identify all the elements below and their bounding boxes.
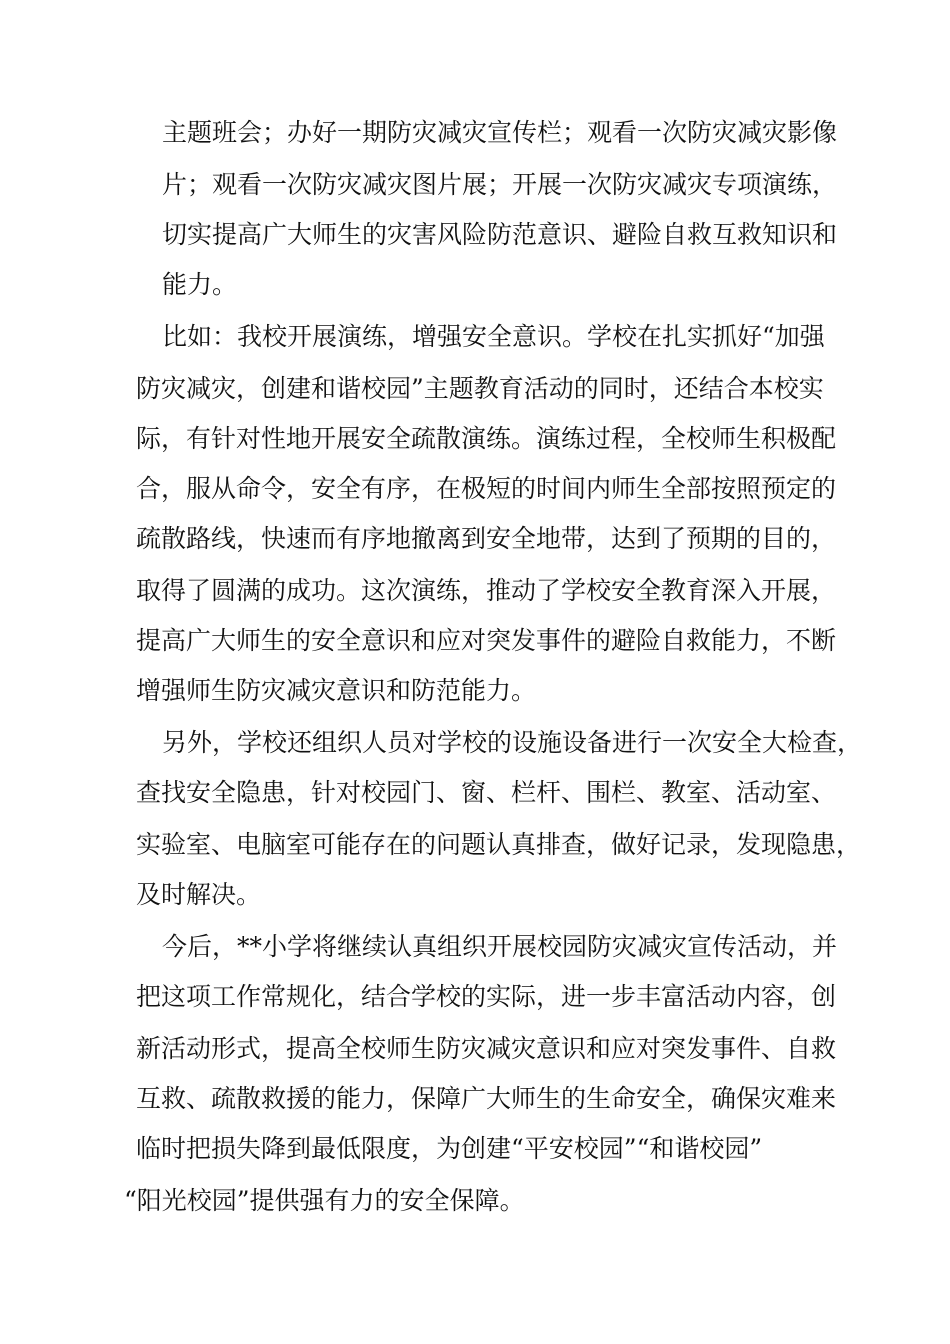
text-line: 比如：我校开展演练，增强安全意识。学校在扎实抓好“加强 xyxy=(162,322,825,351)
text-line: 切实提高广大师生的灾害风险防范意识、避险自救互救知识和 xyxy=(162,220,838,249)
text-line: 主题班会；办好一期防灾减灾宣传栏；观看一次防灾减灾影像 xyxy=(162,118,838,147)
text-line: 新活动形式，提高全校师生防灾减灾意识和应对突发事件、自救 xyxy=(136,1034,837,1063)
text-line: 查找安全隐患，针对校园门、窗、栏杆、围栏、教室、活动室、 xyxy=(136,778,837,807)
text-line: 今后，**小学将继续认真组织开展校园防灾减灾宣传活动，并 xyxy=(162,932,838,961)
text-line: 另外，学校还组织人员对学校的设施设备进行一次安全大检查， xyxy=(162,728,863,757)
text-line: 片；观看一次防灾减灾图片展；开展一次防灾减灾专项演练， xyxy=(162,170,838,199)
text-line: 增强师生防灾减灾意识和防范能力。 xyxy=(136,676,537,705)
text-line: 际，有针对性地开展安全疏散演练。演练过程，全校师生积极配 xyxy=(136,424,837,453)
text-line: 及时解决。 xyxy=(136,880,262,909)
text-line: 临时把损失降到最低限度，为创建“平安校园”“和谐校园” xyxy=(136,1134,763,1163)
text-line: 互救、疏散救援的能力，保障广大师生的生命安全，确保灾难来 xyxy=(136,1084,837,1113)
text-line: 防灾减灾，创建和谐校园”主题教育活动的同时，还结合本校实 xyxy=(136,374,824,403)
text-line: 提高广大师生的安全意识和应对突发事件的避险自救能力，不断 xyxy=(136,626,837,655)
text-line: 把这项工作常规化，结合学校的实际，进一步丰富活动内容，创 xyxy=(136,982,837,1011)
text-line: 疏散路线，快速而有序地撤离到安全地带，达到了预期的目的， xyxy=(136,524,837,553)
text-line: 取得了圆满的成功。这次演练，推动了学校安全教育深入开展， xyxy=(136,576,837,605)
text-line: 合，服从命令，安全有序，在极短的时间内师生全部按照预定的 xyxy=(136,474,837,503)
text-line: 能力。 xyxy=(162,270,238,299)
text-line: 实验室、电脑室可能存在的问题认真排查，做好记录，发现隐患， xyxy=(136,830,862,859)
text-line: “阳光校园”提供强有力的安全保障。 xyxy=(124,1186,525,1215)
